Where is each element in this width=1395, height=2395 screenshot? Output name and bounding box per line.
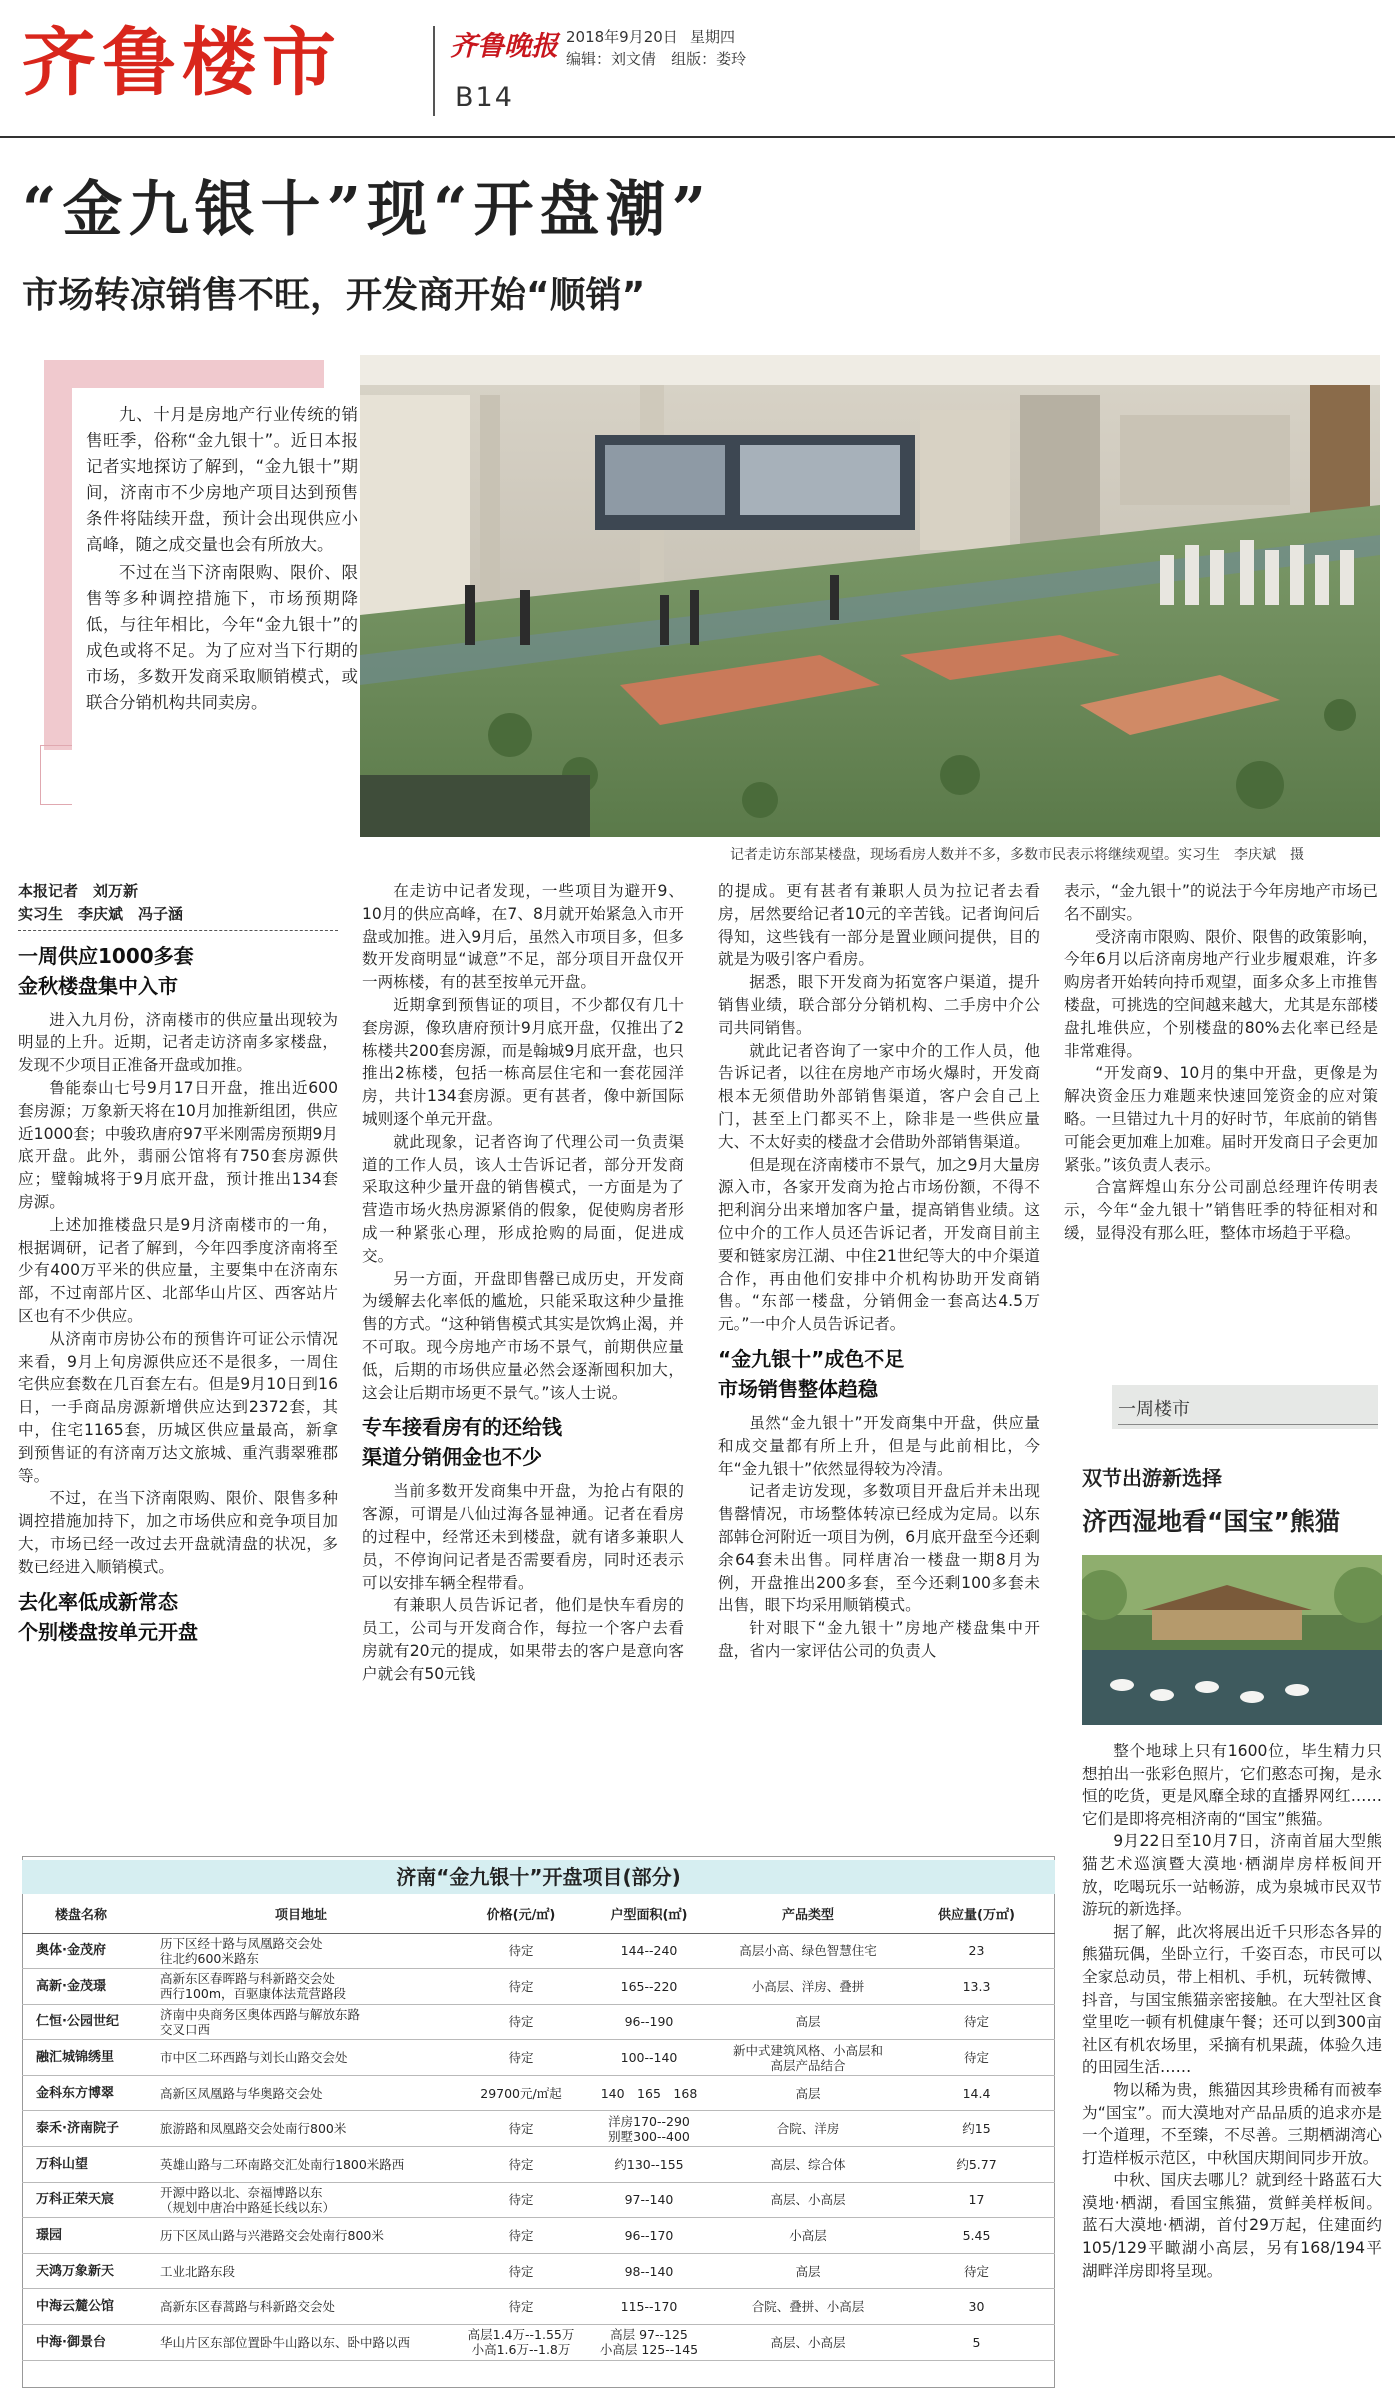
supply-cell: 17 <box>898 2182 1055 2218</box>
article-column-1 <box>18 880 338 1655</box>
table-row <box>22 2253 1055 2289</box>
product-type-cell: 高层 <box>718 2075 898 2111</box>
article-paragraph: 鲁能泰山七号9月17日开盘，推出近600套房源；万象新天将在10月加推新组团，供应近1000套；中骏玖唐府97平米刚需房预期9月底开盘。此外，翡丽公馆将有750套房源供应；璧翰城将于9月底开盘，预计推出134套房源。 <box>18 1078 338 1211</box>
article-paragraph: 9月22日至10月7日，济南首届大型熊猫艺术巡演暨大漠地·栖湖岸房样板间开放，吃喝玩乐一站畅游，成为泉城市民双节游玩的新选择。 <box>1082 1832 1382 1919</box>
section-name: 齐鲁楼市 <box>22 20 342 106</box>
main-headline: “金九银十”现“开盘潮” <box>22 175 713 245</box>
address-cell: 高新区凤凰路与华奥路交会处 <box>140 2075 462 2111</box>
address-cell: 高新东区春晖路与科新路交会处 西行100m，百驱康体法荒营路段 <box>140 1969 462 2005</box>
sales-office-photo <box>360 355 1380 837</box>
paper-logo: 齐鲁晚报 <box>450 31 558 62</box>
table-row <box>22 2147 1055 2183</box>
supply-cell: 30 <box>898 2289 1055 2325</box>
editor-credit: 编辑：刘文倩 组版：娄玲 <box>566 50 747 68</box>
article-paragraph: 近期拿到预售证的项目，不少都仅有几十套房源，像玖唐府预计9月底开盘，仅推出了2栋楼共200套房源，而是翰城9月底开盘，也只推出2栋楼，包括一栋高层住宅和一套花园洋房，共计134套房源。更有甚者，像中新国际城则逐个单元开盘。 <box>362 995 684 1128</box>
unit-area-cell: 98--140 <box>580 2253 718 2289</box>
section-heading: 一周供应1000多套 金秋楼盘集中入市 <box>18 943 194 998</box>
project-name-cell: 泰禾·济南院子 <box>22 2111 140 2147</box>
price-cell: 待定 <box>462 2111 580 2147</box>
unit-area-cell: 洋房170--290 别墅300--400 <box>580 2111 718 2147</box>
address-cell: 华山片区东部位置卧牛山路以东、卧中路以西 <box>140 2325 462 2361</box>
price-cell: 待定 <box>462 1969 580 2005</box>
supply-cell: 约5.77 <box>898 2147 1055 2183</box>
article-paragraph: 上述加推楼盘只是9月济南楼市的一角，根据调研，记者了解到，今年四季度济南将至少有400万平米的供应量，主要集中在济南东部，不过南部片区、北部华山片区、西客站片区也有不少供应。 <box>18 1215 338 1325</box>
price-cell: 待定 <box>462 2182 580 2218</box>
article-paragraph: 中秋、国庆去哪儿？就到经十路蓝石大漠地·栖湖，看国宝熊猫，赏鲜美样板间。蓝石大漠地·栖湖，首付29万起，住建面约105/129平瞰湖小高层，另有168/194平湖畔洋房即将呈现。 <box>1082 2171 1382 2280</box>
product-type-cell: 小高层、洋房、叠拼 <box>718 1969 898 2005</box>
article-paragraph: 虽然“金九银十”开发商集中开盘，供应量和成交量都有所上升，但是与此前相比，今年“金九银十”依然显得较为冷清。 <box>718 1413 1040 1478</box>
table-row <box>22 2218 1055 2254</box>
product-type-cell: 高层小高、绿色智慧住宅 <box>718 1933 898 1969</box>
table-row <box>22 2075 1055 2111</box>
project-name-cell: 高新·金茂璟 <box>22 1969 140 2005</box>
product-type-cell: 高层、小高层 <box>718 2182 898 2218</box>
article-paragraph: 但是现在济南楼市不景气，加之9月大量房源入市，各家开发商为抢占市场份额，不得不把利润分出来增加客户量，提高销售业绩。这位中介的工作人员还告诉记者，开发商目前主要和链家房江湖、中住21世纪等大的中介渠道合作，再由他们安排中介机构协助开发商销售。“东部一楼盘，分销佣金一套高达4.5万元。”一中介人员告诉记者。 <box>718 1155 1040 1334</box>
projects-table <box>22 1898 1055 2361</box>
unit-area-cell: 高层 97--125 小高层 125--145 <box>580 2325 718 2361</box>
article-column-3 <box>718 880 1040 1663</box>
table-title: 济南“金九银十”开盘项目(部分) <box>396 1865 681 1889</box>
supply-cell: 待定 <box>898 2004 1055 2040</box>
supply-cell: 待定 <box>898 2253 1055 2289</box>
table-row <box>22 2325 1055 2361</box>
project-name-cell: 天鸿万象新天 <box>22 2253 140 2289</box>
table-body <box>22 1933 1055 2360</box>
table-header-row <box>22 1898 1055 1933</box>
supply-cell: 23 <box>898 1933 1055 1969</box>
article-paragraph: 据悉，眼下开发商为拓宽客户渠道，提升销售业绩，联合部分分销机构、二手房中介公司共同销售。 <box>718 973 1040 1037</box>
address-cell: 高新东区春蒿路与科新路交会处 <box>140 2289 462 2325</box>
table-row <box>22 2004 1055 2040</box>
article-paragraph: 针对眼下“金九银十”房地产楼盘集中开盘，省内一家评估公司的负责人 <box>718 1619 1040 1660</box>
weekly-article <box>1082 1740 1382 2282</box>
weekly-tag-rule <box>1118 1424 1378 1425</box>
column-header: 楼盘名称 <box>22 1898 140 1933</box>
price-cell: 待定 <box>462 2004 580 2040</box>
article-paragraph: 有兼职人员告诉记者，他们是快车看房的员工，公司与开发商合作，每拉一个客户去看房就有20元的提成，如果带去的客户是意向客户就会有50元钱 <box>362 1596 684 1683</box>
project-name-cell: 万科正荣天宸 <box>22 2182 140 2218</box>
article-paragraph: 另一方面，开盘即售罄已成历史，开发商为缓解去化率低的尴尬，只能采取这种少量推售的方式。“这种销售模式其实是饮鸩止渴，并不可取。现今房地产市场不景气，前期供应量低，后期的市场供应量必然会逐渐囤积加大，这会让后期市场更不景气。”该人士说。 <box>362 1269 684 1402</box>
supply-cell: 5 <box>898 2325 1055 2361</box>
address-cell: 旅游路和凤凰路交会处南行800米 <box>140 2111 462 2147</box>
unit-area-cell: 144--240 <box>580 1933 718 1969</box>
article-paragraph: 合富辉煌山东分公司副总经理许传明表示，今年“金九银十”销售旺季的特征相对和缓，显得没有那么旺，整体市场趋于平稳。 <box>1064 1178 1378 1242</box>
sub-headline: 市场转凉销售不旺，开发商开始“顺销” <box>22 275 646 316</box>
product-type-cell: 新中式建筑风格、小高层和 高层产品结合 <box>718 2040 898 2076</box>
editor-name: 刘文倩 <box>611 50 657 68</box>
product-type-cell: 小高层 <box>718 2218 898 2254</box>
price-cell: 待定 <box>462 2147 580 2183</box>
price-cell: 待定 <box>462 2040 580 2076</box>
weekly-tag: 一周楼市 <box>1118 1399 1190 1420</box>
article-paragraph: 就此记者咨询了一家中介的工作人员，他告诉记者，以往在房地产市场火爆时，开发商根本无须借助外部销售渠道，客户会自己上门，甚至上门都买不上，除非是一些供应量大、不太好卖的楼盘才会借助外部销售渠道。 <box>718 1041 1040 1151</box>
supply-cell: 13.3 <box>898 1969 1055 2005</box>
supply-cell: 5.45 <box>898 2218 1055 2254</box>
price-cell: 待定 <box>462 2289 580 2325</box>
lead-paragraph: 不过在当下济南限购、限价、限售等多种调控措施下，市场预期降低，与往年相比，今年“金九银十”的成色或将不足。为了应对当下行期的市场，多数开发商采取顺销模式，或联合分销机构共同卖房。 <box>86 563 358 712</box>
article-paragraph: 物以稀为贵，熊猫因其珍贵稀有而被奉为“国宝”。而大漠地对产品品质的追求亦是一个道理，不至臻，不尽善。三期栖湖湾心打造样板示范区，中秋国庆期间同步开放。 <box>1082 2080 1382 2167</box>
table-row <box>22 2040 1055 2076</box>
product-type-cell: 合院、叠拼、小高层 <box>718 2289 898 2325</box>
section-heading: 专车接看房有的还给钱 渠道分销佣金也不少 <box>362 1415 562 1470</box>
address-cell: 市中区二环西路与刘长山路交会处 <box>140 2040 462 2076</box>
address-cell: 英雄山路与二环南路交汇处南行1800米路西 <box>140 2147 462 2183</box>
project-name-cell: 金科东方博翠 <box>22 2075 140 2111</box>
address-cell: 历下区凤山路与兴港路交会处南行800米 <box>140 2218 462 2254</box>
column-header: 户型面积(㎡) <box>580 1898 718 1933</box>
article-paragraph: “开发商9、10月的集中开盘，更像是为解决资金压力难题来快速回笼资金的应对策略。一旦错过九十月的好时节，年底前的销售可能会更加难上加难。届时开发商日子会更加紧张。”该负责人表示。 <box>1064 1064 1378 1174</box>
article-paragraph: 受济南市限购、限价、限售的政策影响，今年6月以后济南房地产行业步履艰难，许多购房者开始转向持币观望，面多众多上市推售楼盘，可挑选的空间越来越大，尤其是东部楼盘扎堆供应，个别楼盘的80%去化率已经是非常难得。 <box>1064 927 1378 1060</box>
article-paragraph: 不过，在当下济南限购、限价、限售多种调控措施加持下，加之市场供应和竞争项目加大，市场已经一改过去开盘就清盘的状况，多数已经进入顺销模式。 <box>18 1489 338 1576</box>
supply-cell: 待定 <box>898 2040 1055 2076</box>
article-column-4 <box>1064 880 1378 1245</box>
price-cell: 待定 <box>462 2253 580 2289</box>
unit-area-cell: 97--140 <box>580 2182 718 2218</box>
column-header: 产品类型 <box>718 1898 898 1933</box>
project-name-cell: 仁恒·公园世纪 <box>22 2004 140 2040</box>
price-cell: 待定 <box>462 1933 580 1969</box>
unit-area-cell: 165--220 <box>580 1969 718 2005</box>
project-name-cell: 中海·御景台 <box>22 2325 140 2361</box>
project-name-cell: 中海云麓公馆 <box>22 2289 140 2325</box>
project-name-cell: 奥体·金茂府 <box>22 1933 140 1969</box>
section-heading: “金九银十”成色不足 市场销售整体趋稳 <box>718 1346 905 1401</box>
byline-block <box>18 880 338 931</box>
wetland-photo <box>1082 1555 1382 1725</box>
table-row <box>22 1933 1055 1969</box>
photo-caption: 记者走访东部某楼盘，现场看房人数并不多，多数市民表示将继续观望。实习生 李庆斌 摄 <box>730 847 1304 863</box>
article-paragraph: 记者走访发现，多数项目开盘后并未出现售罄情况，市场整体转凉已经成为定局。以东部韩仓河附近一项目为例，6月底开盘至今还剩余64套未出售。同样唐冶一楼盘一期8月为例，开盘推出200多套，至今还剩100多套未出售，眼下均采用顺销模式。 <box>718 1482 1040 1615</box>
table-row <box>22 2182 1055 2218</box>
unit-area-cell: 140 165 168 <box>580 2075 718 2111</box>
layout-name: 娄玲 <box>716 50 747 68</box>
article-paragraph: 表示，“金九银十”的说法于今年房地产市场已名不副实。 <box>1064 882 1378 923</box>
reporter-byline: 本报记者 刘万新 <box>18 882 139 900</box>
page-number: B14 <box>455 82 514 113</box>
article-paragraph: 当前多数开发商集中开盘，为抢占有限的客源，可谓是八仙过海各显神通。记者在看房的过程中，经常还未到楼盘，就有诸多兼职人员，不停询问记者是否需要看房，同时还表示可以安排车辆全程带看。 <box>362 1482 684 1592</box>
column-header: 价格(元/㎡) <box>462 1898 580 1933</box>
project-name-cell: 璟园 <box>22 2218 140 2254</box>
intern-byline: 实习生 李庆斌 冯子涵 <box>18 904 184 923</box>
product-type-cell: 高层、小高层 <box>718 2325 898 2361</box>
supply-cell: 14.4 <box>898 2075 1055 2111</box>
section-heading: 去化率低成新常态 个别楼盘按单元开盘 <box>18 1589 198 1644</box>
editor-label: 编辑 <box>566 50 597 68</box>
projects-table-wrap <box>22 1898 1055 2361</box>
article-paragraph: 进入九月份，济南楼市的供应量出现较为明显的上升。近期，记者走访济南多家楼盘，发现不少项目正准备开盘或加推。 <box>18 1010 338 1075</box>
table-row <box>22 2111 1055 2147</box>
article-paragraph: 整个地球上只有1600位，毕生精力只想拍出一张彩色照片，它们憨态可掬，是永恒的吃货，更是风靡全球的直播界网红……它们是即将亮相济南的“国宝”熊猫。 <box>1082 1742 1382 1828</box>
weekly-headline: 济西湿地看“国宝”熊猫 <box>1082 1507 1340 1536</box>
address-cell: 开源中路以北、奈福博路以东 （规划中唐冶中路延长线以东） <box>140 2182 462 2218</box>
issue-date: 2018年9月20日 <box>566 28 678 46</box>
project-name-cell: 万科山望 <box>22 2147 140 2183</box>
product-type-cell: 高层 <box>718 2004 898 2040</box>
product-type-cell: 合院、洋房 <box>718 2111 898 2147</box>
article-paragraph: 的提成。更有甚者有兼职人员为拉记者去看房，居然要给记者10元的辛苦钱。记者询问后得知，这些钱有一部分是置业顾问提供，目的就是为吸引客户看房。 <box>718 882 1040 969</box>
lead-summary <box>72 388 372 808</box>
article-column-2 <box>362 880 684 1686</box>
article-paragraph: 据了解，此次将展出近千只形态各异的熊猫玩偶，坐卧立行，千姿百态，市民可以全家总动员，带上相机、手机，玩转微博、抖音，与国宝熊猫亲密接触。在大型社区食堂里吃一顿有机健康午餐；还可以到300亩社区有机农场里，采摘有机果蔬，体验久违的田园生活…… <box>1082 1922 1382 2077</box>
masthead-rule <box>0 136 1395 138</box>
unit-area-cell: 115--170 <box>580 2289 718 2325</box>
supply-cell: 约15 <box>898 2111 1055 2147</box>
unit-area-cell: 约130--155 <box>580 2147 718 2183</box>
price-cell: 高层1.4万--1.55万 小高1.6万--1.8万 <box>462 2325 580 2361</box>
weekly-kicker: 双节出游新选择 <box>1082 1466 1222 1490</box>
project-name-cell: 融汇城锦绣里 <box>22 2040 140 2076</box>
lead-paragraph: 九、十月是房地产行业传统的销售旺季，俗称“金九银十”。近日本报记者实地探访了解到，“金九银十”期间，济南市不少房地产项目达到预售条件将陆续开盘，预计会出现供应小高峰，随之成交量也会有所放大。 <box>86 405 358 554</box>
address-cell: 济南中央商务区奥体西路与解放东路 交叉口西 <box>140 2004 462 2040</box>
price-cell: 29700元/㎡起 <box>462 2075 580 2111</box>
issue-weekday: 星期四 <box>690 28 736 46</box>
column-header: 供应量(万㎡) <box>898 1898 1055 1933</box>
product-type-cell: 高层 <box>718 2253 898 2289</box>
address-cell: 历下区经十路与凤凰路交会处 往北约600米路东 <box>140 1933 462 1969</box>
unit-area-cell: 96--170 <box>580 2218 718 2254</box>
unit-area-cell: 96--190 <box>580 2004 718 2040</box>
article-paragraph: 就此现象，记者咨询了代理公司一负责渠道的工作人员，该人士告诉记者，部分开发商采取这种少量开盘的销售模式，一方面是为了营造市场火热房源紧俏的假象，促使购房者形成一种紧张心理，形成抢购的局面，促进成交。 <box>362 1132 684 1265</box>
masthead-divider <box>433 26 435 116</box>
table-row <box>22 1969 1055 2005</box>
layout-label: 组版 <box>671 50 702 68</box>
address-cell: 工业北路东段 <box>140 2253 462 2289</box>
unit-area-cell: 100--140 <box>580 2040 718 2076</box>
column-header: 项目地址 <box>140 1898 462 1933</box>
table-row <box>22 2289 1055 2325</box>
product-type-cell: 高层、综合体 <box>718 2147 898 2183</box>
article-paragraph: 在走访中记者发现，一些项目为避开9、10月的供应高峰，在7、8月就开始紧急入市开盘或加推。进入9月后，虽然入市项目多，但多数开发商明显“诚意”不足，部分项目开盘仅开一两栋楼，有的甚至按单元开盘。 <box>362 882 684 992</box>
price-cell: 待定 <box>462 2218 580 2254</box>
article-paragraph: 从济南市房协公布的预售许可证公示情况来看，9月上旬房源供应还不是很多，一周住宅供应套数在几百套左右。但是9月10日到16日，一手商品房源新增供应达到2372套，其中，住宅1165套，历城区供应量最高，新拿到预售证的有济南万达文旅城、重汽翡翠雅郡等。 <box>18 1329 338 1485</box>
